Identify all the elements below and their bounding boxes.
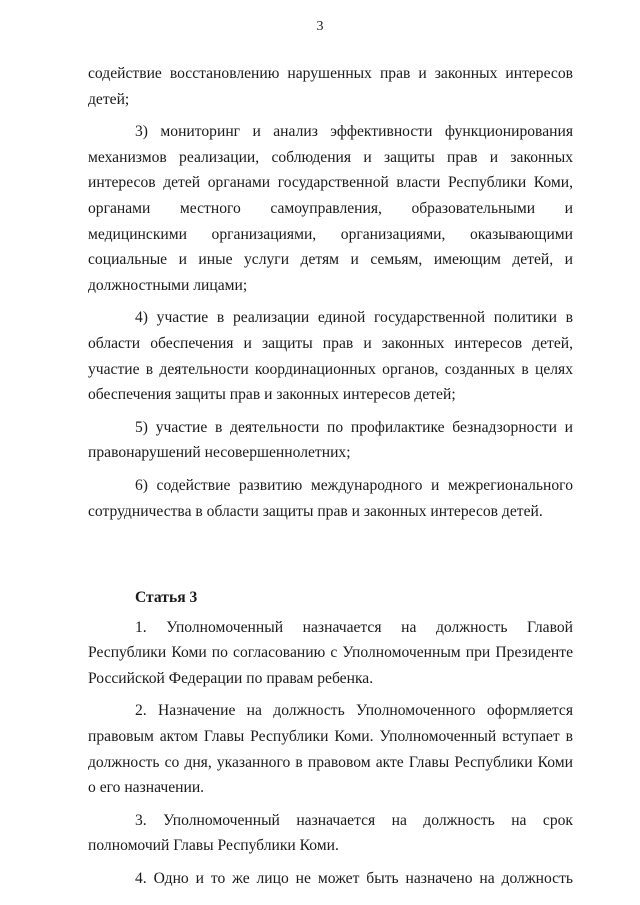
paragraph-continuation: содействие восстановлению нарушенных прав и законных интересов детей;	[88, 65, 573, 108]
document-body	[88, 61, 573, 899]
article-paragraph-3: 3. Уполномоченный назначается на должность на срок полномочий Главы Республики Коми.	[88, 811, 573, 855]
article-paragraph-1: 1. Уполномоченный назначается на должность Главой Республики Коми по согласованию с Уполномоченным при Президенте Российской Федерации по правам ребенка.	[88, 618, 573, 687]
paragraph-item-6: 6) содействие развитию международного и межрегионального сотрудничества в области защиты прав и законных интересов детей.	[88, 476, 573, 520]
article-paragraph-4: 4. Одно и то же лицо не может быть назначено на должность	[135, 870, 573, 888]
page-number: 3	[316, 19, 324, 34]
article-paragraph-2: 2. Назначение на должность Уполномоченного оформляется правовым актом Главы Республики Коми. Уполномоченный вступает в должность со дня, указанного в правовом акте Главы Республики Коми о его назначении.	[88, 702, 573, 797]
article-heading: Статья 3	[135, 589, 198, 607]
paragraph-item-5: 5) участие в деятельности по профилактике безнадзорности и правонарушений несовершеннолетних;	[88, 418, 573, 462]
paragraph-item-3: 3) мониторинг и анализ эффективности функционирования механизмов реализации, соблюдения и защиты прав и законных интересов детей органами государственной власти Республики Коми, органами местного самоуправления, образовательными и медицинскими организациями, организациями, оказывающими социальные и иные услуги детям и семьям, имеющим детей, и должностными лицами;	[88, 123, 573, 294]
paragraph-item-4: 4) участие в реализации единой государственной политики в области обеспечения и защиты прав и законных интересов детей, участие в деятельности координационных органов, созданных в целях обеспечения защиты прав и законных интересов детей;	[88, 309, 573, 404]
